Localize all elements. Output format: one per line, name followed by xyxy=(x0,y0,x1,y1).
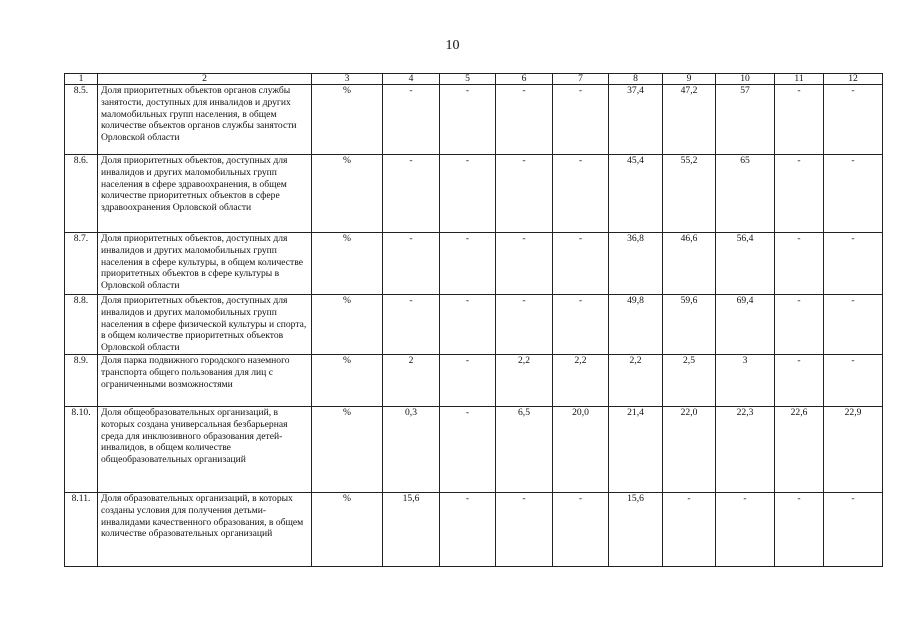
column-number-row xyxy=(65,74,883,85)
value-cell: - xyxy=(383,85,440,155)
indicator-description: Доля приоритетных объектов, доступных для инвалидов и других маломобильных групп населения в сфере культуры, в общем количестве приоритетных объектов в сфере культуры в Орловской области xyxy=(98,233,312,295)
value-cell: - xyxy=(775,85,824,155)
value-cell: - xyxy=(553,155,609,233)
value-cell: - xyxy=(824,355,883,407)
value-cell: - xyxy=(383,295,440,355)
column-number: 2 xyxy=(98,74,312,85)
value-cell: - xyxy=(553,493,609,567)
value-cell: 3 xyxy=(716,355,775,407)
value-cell: 57 xyxy=(716,85,775,155)
row-number: 8.9. xyxy=(65,355,98,407)
value-cell: 0,3 xyxy=(383,407,440,493)
value-cell: - xyxy=(553,233,609,295)
column-number: 9 xyxy=(663,74,716,85)
value-cell: - xyxy=(716,493,775,567)
value-cell: 69,4 xyxy=(716,295,775,355)
unit-cell: % xyxy=(312,355,383,407)
table-body xyxy=(65,74,883,567)
value-cell: 47,2 xyxy=(663,85,716,155)
value-cell: 15,6 xyxy=(383,493,440,567)
row-number: 8.7. xyxy=(65,233,98,295)
column-number: 12 xyxy=(824,74,883,85)
table-row xyxy=(65,85,883,155)
table-row xyxy=(65,295,883,355)
value-cell: 20,0 xyxy=(553,407,609,493)
table-row xyxy=(65,233,883,295)
value-cell: 2,2 xyxy=(609,355,663,407)
row-number: 8.11. xyxy=(65,493,98,567)
value-cell: - xyxy=(440,233,496,295)
value-cell: - xyxy=(496,85,553,155)
indicator-description: Доля общеобразовательных организаций, в которых создана универсальная безбарьерная среда для инклюзивного образования детей-инвалидов, в общем количестве общеобразовательных организаций xyxy=(98,407,312,493)
value-cell: - xyxy=(496,493,553,567)
value-cell: - xyxy=(496,295,553,355)
value-cell: 45,4 xyxy=(609,155,663,233)
table-row xyxy=(65,493,883,567)
value-cell: - xyxy=(553,295,609,355)
value-cell: - xyxy=(440,355,496,407)
value-cell: - xyxy=(440,85,496,155)
table-row xyxy=(65,155,883,233)
row-number: 8.5. xyxy=(65,85,98,155)
value-cell: 36,8 xyxy=(609,233,663,295)
column-number: 6 xyxy=(496,74,553,85)
page-number: 10 xyxy=(445,38,460,53)
value-cell: 37,4 xyxy=(609,85,663,155)
value-cell: 2,2 xyxy=(496,355,553,407)
value-cell: 22,0 xyxy=(663,407,716,493)
table-row xyxy=(65,355,883,407)
column-number: 3 xyxy=(312,74,383,85)
value-cell: - xyxy=(496,233,553,295)
unit-cell: % xyxy=(312,155,383,233)
unit-cell: % xyxy=(312,233,383,295)
value-cell: 15,6 xyxy=(609,493,663,567)
indicator-description: Доля приоритетных объектов органов службы занятости, доступных для инвалидов и других маломобильных групп населения, в общем количестве объектов органов службы занятости Орловской области xyxy=(98,85,312,155)
unit-cell: % xyxy=(312,407,383,493)
value-cell: - xyxy=(824,233,883,295)
indicator-description: Доля образовательных организаций, в которых созданы условия для получения детьми-инвалидами качественного образования, в общем количестве образовательных организаций xyxy=(98,493,312,567)
row-number: 8.10. xyxy=(65,407,98,493)
value-cell: 22,3 xyxy=(716,407,775,493)
value-cell: - xyxy=(824,155,883,233)
value-cell: - xyxy=(775,355,824,407)
value-cell: - xyxy=(383,233,440,295)
column-number: 1 xyxy=(65,74,98,85)
value-cell: 49,8 xyxy=(609,295,663,355)
value-cell: - xyxy=(775,155,824,233)
unit-cell: % xyxy=(312,493,383,567)
value-cell: - xyxy=(383,155,440,233)
value-cell: - xyxy=(440,155,496,233)
value-cell: - xyxy=(775,233,824,295)
row-number: 8.8. xyxy=(65,295,98,355)
row-number: 8.6. xyxy=(65,155,98,233)
value-cell: 55,2 xyxy=(663,155,716,233)
value-cell: 21,4 xyxy=(609,407,663,493)
unit-cell: % xyxy=(312,295,383,355)
value-cell: - xyxy=(496,155,553,233)
value-cell: - xyxy=(824,493,883,567)
value-cell: 2,5 xyxy=(663,355,716,407)
value-cell: 2,2 xyxy=(553,355,609,407)
value-cell: - xyxy=(824,85,883,155)
value-cell: 22,6 xyxy=(775,407,824,493)
value-cell: - xyxy=(440,295,496,355)
indicator-description: Доля парка подвижного городского наземного транспорта общего пользования для лиц с ограниченными возможностями xyxy=(98,355,312,407)
indicators-table xyxy=(64,73,883,567)
column-number: 5 xyxy=(440,74,496,85)
value-cell: - xyxy=(824,295,883,355)
column-number: 10 xyxy=(716,74,775,85)
column-number: 4 xyxy=(383,74,440,85)
value-cell: 59,6 xyxy=(663,295,716,355)
value-cell: - xyxy=(775,493,824,567)
value-cell: - xyxy=(663,493,716,567)
value-cell: 6,5 xyxy=(496,407,553,493)
table-row xyxy=(65,407,883,493)
value-cell: - xyxy=(440,493,496,567)
value-cell: 65 xyxy=(716,155,775,233)
column-number: 7 xyxy=(553,74,609,85)
value-cell: 22,9 xyxy=(824,407,883,493)
value-cell: 56,4 xyxy=(716,233,775,295)
value-cell: - xyxy=(775,295,824,355)
column-number: 8 xyxy=(609,74,663,85)
value-cell: 46,6 xyxy=(663,233,716,295)
unit-cell: % xyxy=(312,85,383,155)
indicator-description: Доля приоритетных объектов, доступных для инвалидов и других маломобильных групп населения в сфере физической культуры и спорта, в общем количестве приоритетных объектов Орловской области xyxy=(98,295,312,355)
value-cell: - xyxy=(440,407,496,493)
value-cell: - xyxy=(553,85,609,155)
value-cell: 2 xyxy=(383,355,440,407)
column-number: 11 xyxy=(775,74,824,85)
indicator-description: Доля приоритетных объектов, доступных для инвалидов и других маломобильных групп населения в сфере здравоохранения, в общем количестве приоритетных объектов в сфере здравоохранения Орловской области xyxy=(98,155,312,233)
